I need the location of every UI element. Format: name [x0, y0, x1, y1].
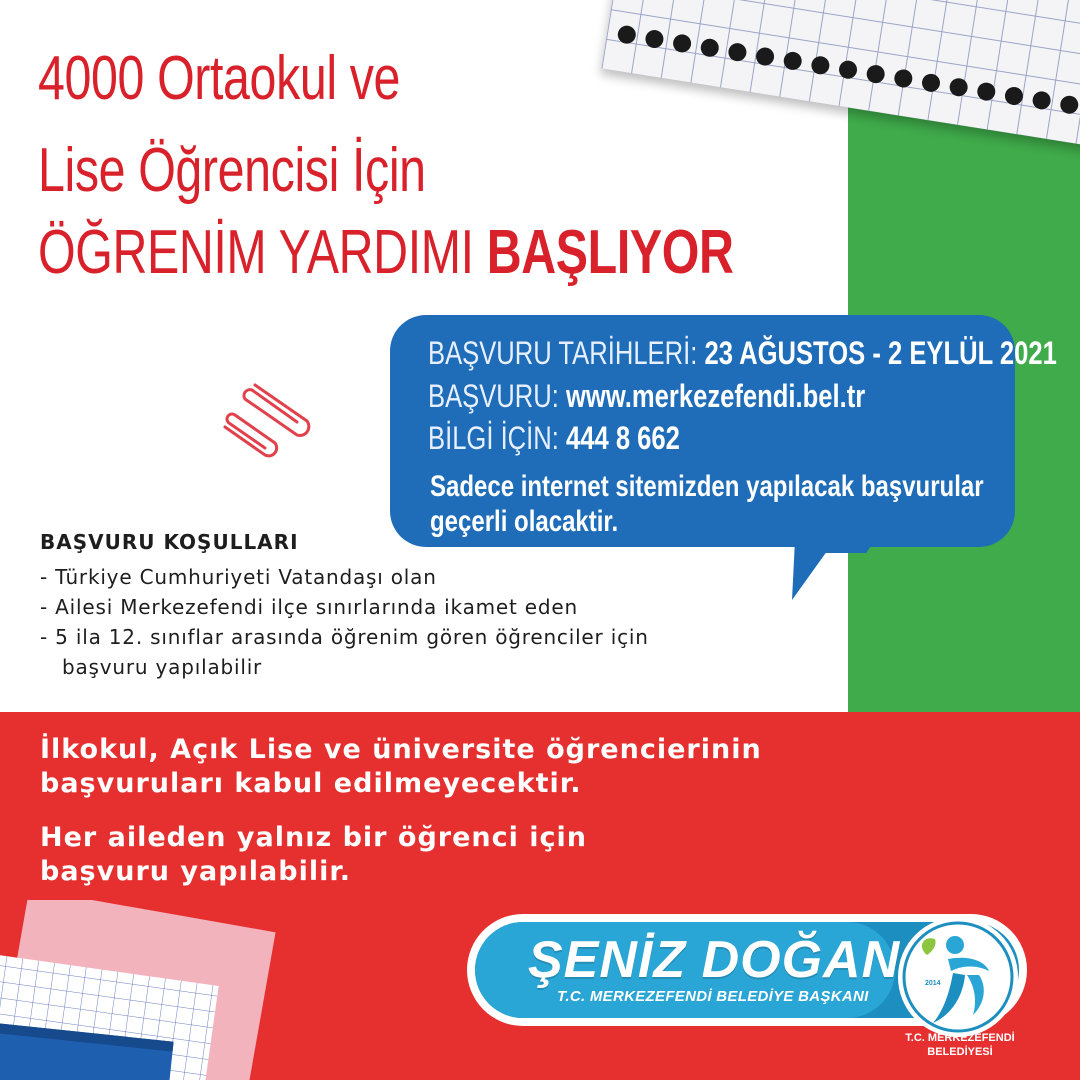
- condition-item: - Türkiye Cumhuriyeti Vatandaşı olan: [40, 565, 437, 589]
- application-dates-label: BAŞVURU TARİHLERİ:: [428, 335, 705, 371]
- logo-caption-line-2: BELEDİYESİ: [927, 1046, 993, 1058]
- condition-item: - Ailesi Merkezefendi ilçe sınırlarında ikamet eden: [40, 595, 578, 619]
- application-dates: [428, 337, 1057, 369]
- headline-line-1: 4000 Ortaokul ve: [38, 44, 401, 113]
- contact-phone[interactable]: 444 8 662: [565, 420, 680, 456]
- contact-info: [428, 422, 680, 454]
- notice-paragraph-1-line-1: İlkokul, Açık Lise ve üniversite öğrencierinin: [40, 734, 762, 765]
- notice-paragraph-2-line-2: başvuru yapılabilir.: [40, 856, 352, 887]
- application-website: [428, 380, 865, 412]
- logo-caption-line-1: T.C. MERKEZEFENDİ: [905, 1032, 1015, 1044]
- headline-line-2: Lise Öğrencisi İçin: [38, 136, 426, 205]
- mayor-title: T.C. MERKEZEFENDİ BELEDİYE BAŞKANI: [557, 988, 869, 1005]
- notice-paragraph-1: [40, 733, 1040, 801]
- application-conditions: [40, 530, 840, 682]
- logo-year: 2014: [925, 980, 941, 987]
- municipality-logo: [893, 915, 1023, 1045]
- notice-paragraph-1-line-2: başvuruları kabul edilmeyecektir.: [40, 768, 582, 799]
- headline-line-3-regular: ÖĞRENİM YARDIMI: [38, 218, 487, 287]
- online-only-note-line-2: geçerli olacaktir.: [430, 504, 619, 538]
- logo-caption: [880, 1031, 1040, 1059]
- online-only-note: [430, 470, 984, 539]
- paperclip-icon: [215, 365, 325, 470]
- condition-item: - 5 ila 12. sınıflar arasında öğrenim gören öğrenciler için: [40, 625, 649, 649]
- mayor-name: ŞENİZ DOĞAN: [528, 931, 901, 989]
- online-only-note-line-1: Sadece internet sitemizden yapılacak başvurular: [430, 470, 984, 503]
- conditions-title: BAŞVURU KOŞULLARI: [40, 530, 299, 554]
- headline-line-3-bold: BAŞLIYOR: [486, 218, 734, 287]
- application-dates-value: 23 AĞUSTOS - 2 EYLÜL 2021: [704, 335, 1057, 371]
- notebooks-decoration: [0, 900, 300, 1080]
- condition-item-continuation: başvuru yapılabilir: [62, 655, 263, 679]
- contact-info-label: BİLGİ İÇİN:: [428, 420, 566, 456]
- notice-paragraph-2: [40, 821, 1040, 889]
- notice-paragraph-2-line-1: Her aileden yalnız bir öğrenci için: [40, 822, 588, 853]
- important-notice: [40, 733, 1040, 909]
- application-website-label: BAŞVURU:: [428, 378, 566, 414]
- headline-line-3: [38, 218, 734, 287]
- application-website-link[interactable]: www.merkezefendi.bel.tr: [565, 378, 866, 414]
